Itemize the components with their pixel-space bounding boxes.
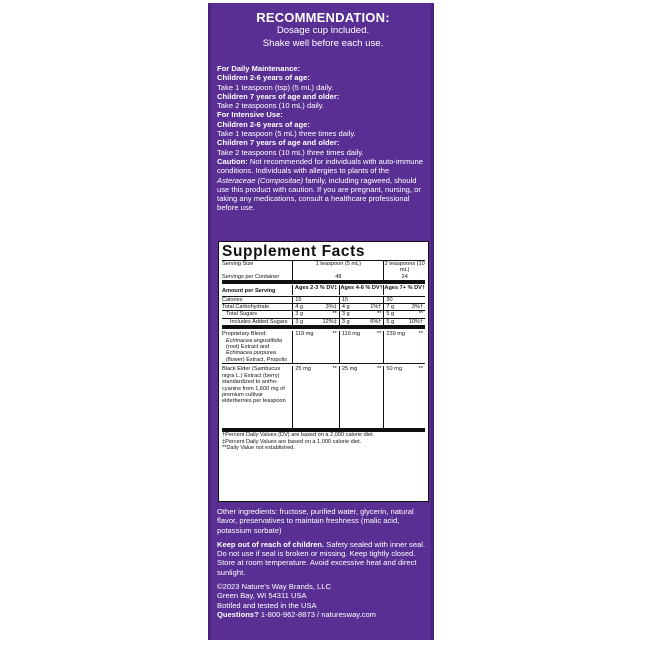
recommendation-line: Shake well before each use. [262, 37, 384, 49]
direction-heading: Children 2-6 years of age: [217, 73, 310, 83]
facts-row-added-sugars: Includes Added Sugars 3 g 12%‡ 3 g 6%† 5 g 10%† [230, 318, 423, 325]
questions-line: Questions? 1-800-962-8873 / naturesway.com [217, 609, 376, 619]
facts-footnote: ‡Percent Daily Values are based on a 1,000 calorie diet. [222, 438, 362, 445]
facts-row-total-sugars: Total Sugars 3 g ** 3 g ** 5 g ** [226, 311, 423, 318]
directions [217, 64, 429, 213]
direction-heading: For Intensive Use: [217, 110, 283, 120]
servings-row: Servings per Container 48 24 [222, 274, 425, 280]
label-lower-text [217, 507, 429, 619]
panel-right-edge [431, 3, 434, 640]
recommendation-line: Dosage cup included. [276, 25, 370, 36]
caution-text: Caution: Not recommended for individuals with auto-immune conditions. Individuals with allergies to plants of the Asteraceae (Compositae) family, including ragweed, should use this product with caution. If you are pregnant, nursing, or taking any medications, consult a healthcare professional before use. [217, 156, 423, 213]
other-ingredients: Other ingredients: fructose, purified water, glycerin, natural flavor, preservatives to maintain freshness (malic acid, potassium sorbate) [217, 507, 414, 535]
facts-row-calories: Calories 15 15 30 [222, 297, 425, 303]
facts-footnote: **Daily Value not established. [222, 445, 295, 452]
facts-row-black-elder: Black Elder (Sambucus nigra L.) Extract (berry) standardized to antho-cyanins from 1,600 mg of premium cultivar elderberries per teaspoon 25 mg ** 25 mg ** 50 mg ** [222, 364, 425, 428]
warning-text: Keep out of reach of children. Safety sealed with inner seal. Do not use if seal is broken or missing. Keep tightly closed. Store at room temperature. Avoid excessive heat and direct sunlight. [217, 539, 426, 577]
direction-heading: For Daily Maintenance: [217, 64, 301, 73]
company-line: ©2023 Nature's Way Brands, LLC [217, 582, 331, 592]
direction-line: Take 2 teaspoons (10 mL) three times daily. [217, 147, 364, 157]
company-line: Bottled and tested in the USA [217, 600, 317, 610]
recommendation-title: RECOMMENDATION: [256, 10, 390, 25]
direction-line: Take 1 teaspoon (5 mL) three times daily. [217, 129, 356, 139]
direction-heading: Children 7 years of age and older: [217, 91, 340, 101]
direction-line: Take 1 teaspoon (tsp) (5 mL) daily. [217, 82, 334, 92]
supplement-facts-panel [218, 241, 429, 502]
amount-header-row: Amount per Serving Ages 2-3 % DV‡ Ages 4-6 % DV† Ages 7+ % DV† [222, 285, 425, 295]
direction-heading: Children 7 years of age and older: [217, 138, 340, 148]
direction-heading: Children 2-6 years of age: [217, 119, 310, 129]
direction-line: Take 2 teaspoons (10 mL) daily. [217, 101, 325, 111]
facts-row-proprietary-blend: Proprietary Blend: Echinacea angustifolia (root) Extract and Echinacea purpurea (flower) Extract, Propolis 119 mg ** 119 mg ** 239 mg ** [222, 331, 423, 363]
company-line: Green Bay, WI 54311 USA [217, 591, 307, 601]
caution-label: Caution: [217, 156, 248, 166]
facts-footnote: †Percent Daily Values (DV) are based on a 2,000 calorie diet. [222, 432, 375, 439]
panel-left-edge [208, 3, 211, 640]
supplement-facts-title: Supplement Facts [222, 243, 366, 260]
facts-row-carbohydrate: Total Carbohydrate 4 g 3%‡ 4 g 1%† 7 g 3%† [222, 304, 423, 311]
label-upper-text [217, 10, 429, 213]
serving-size-row: Serving Size 1 teaspoon (5 mL) 2 teaspoons (10 mL) [222, 261, 425, 274]
